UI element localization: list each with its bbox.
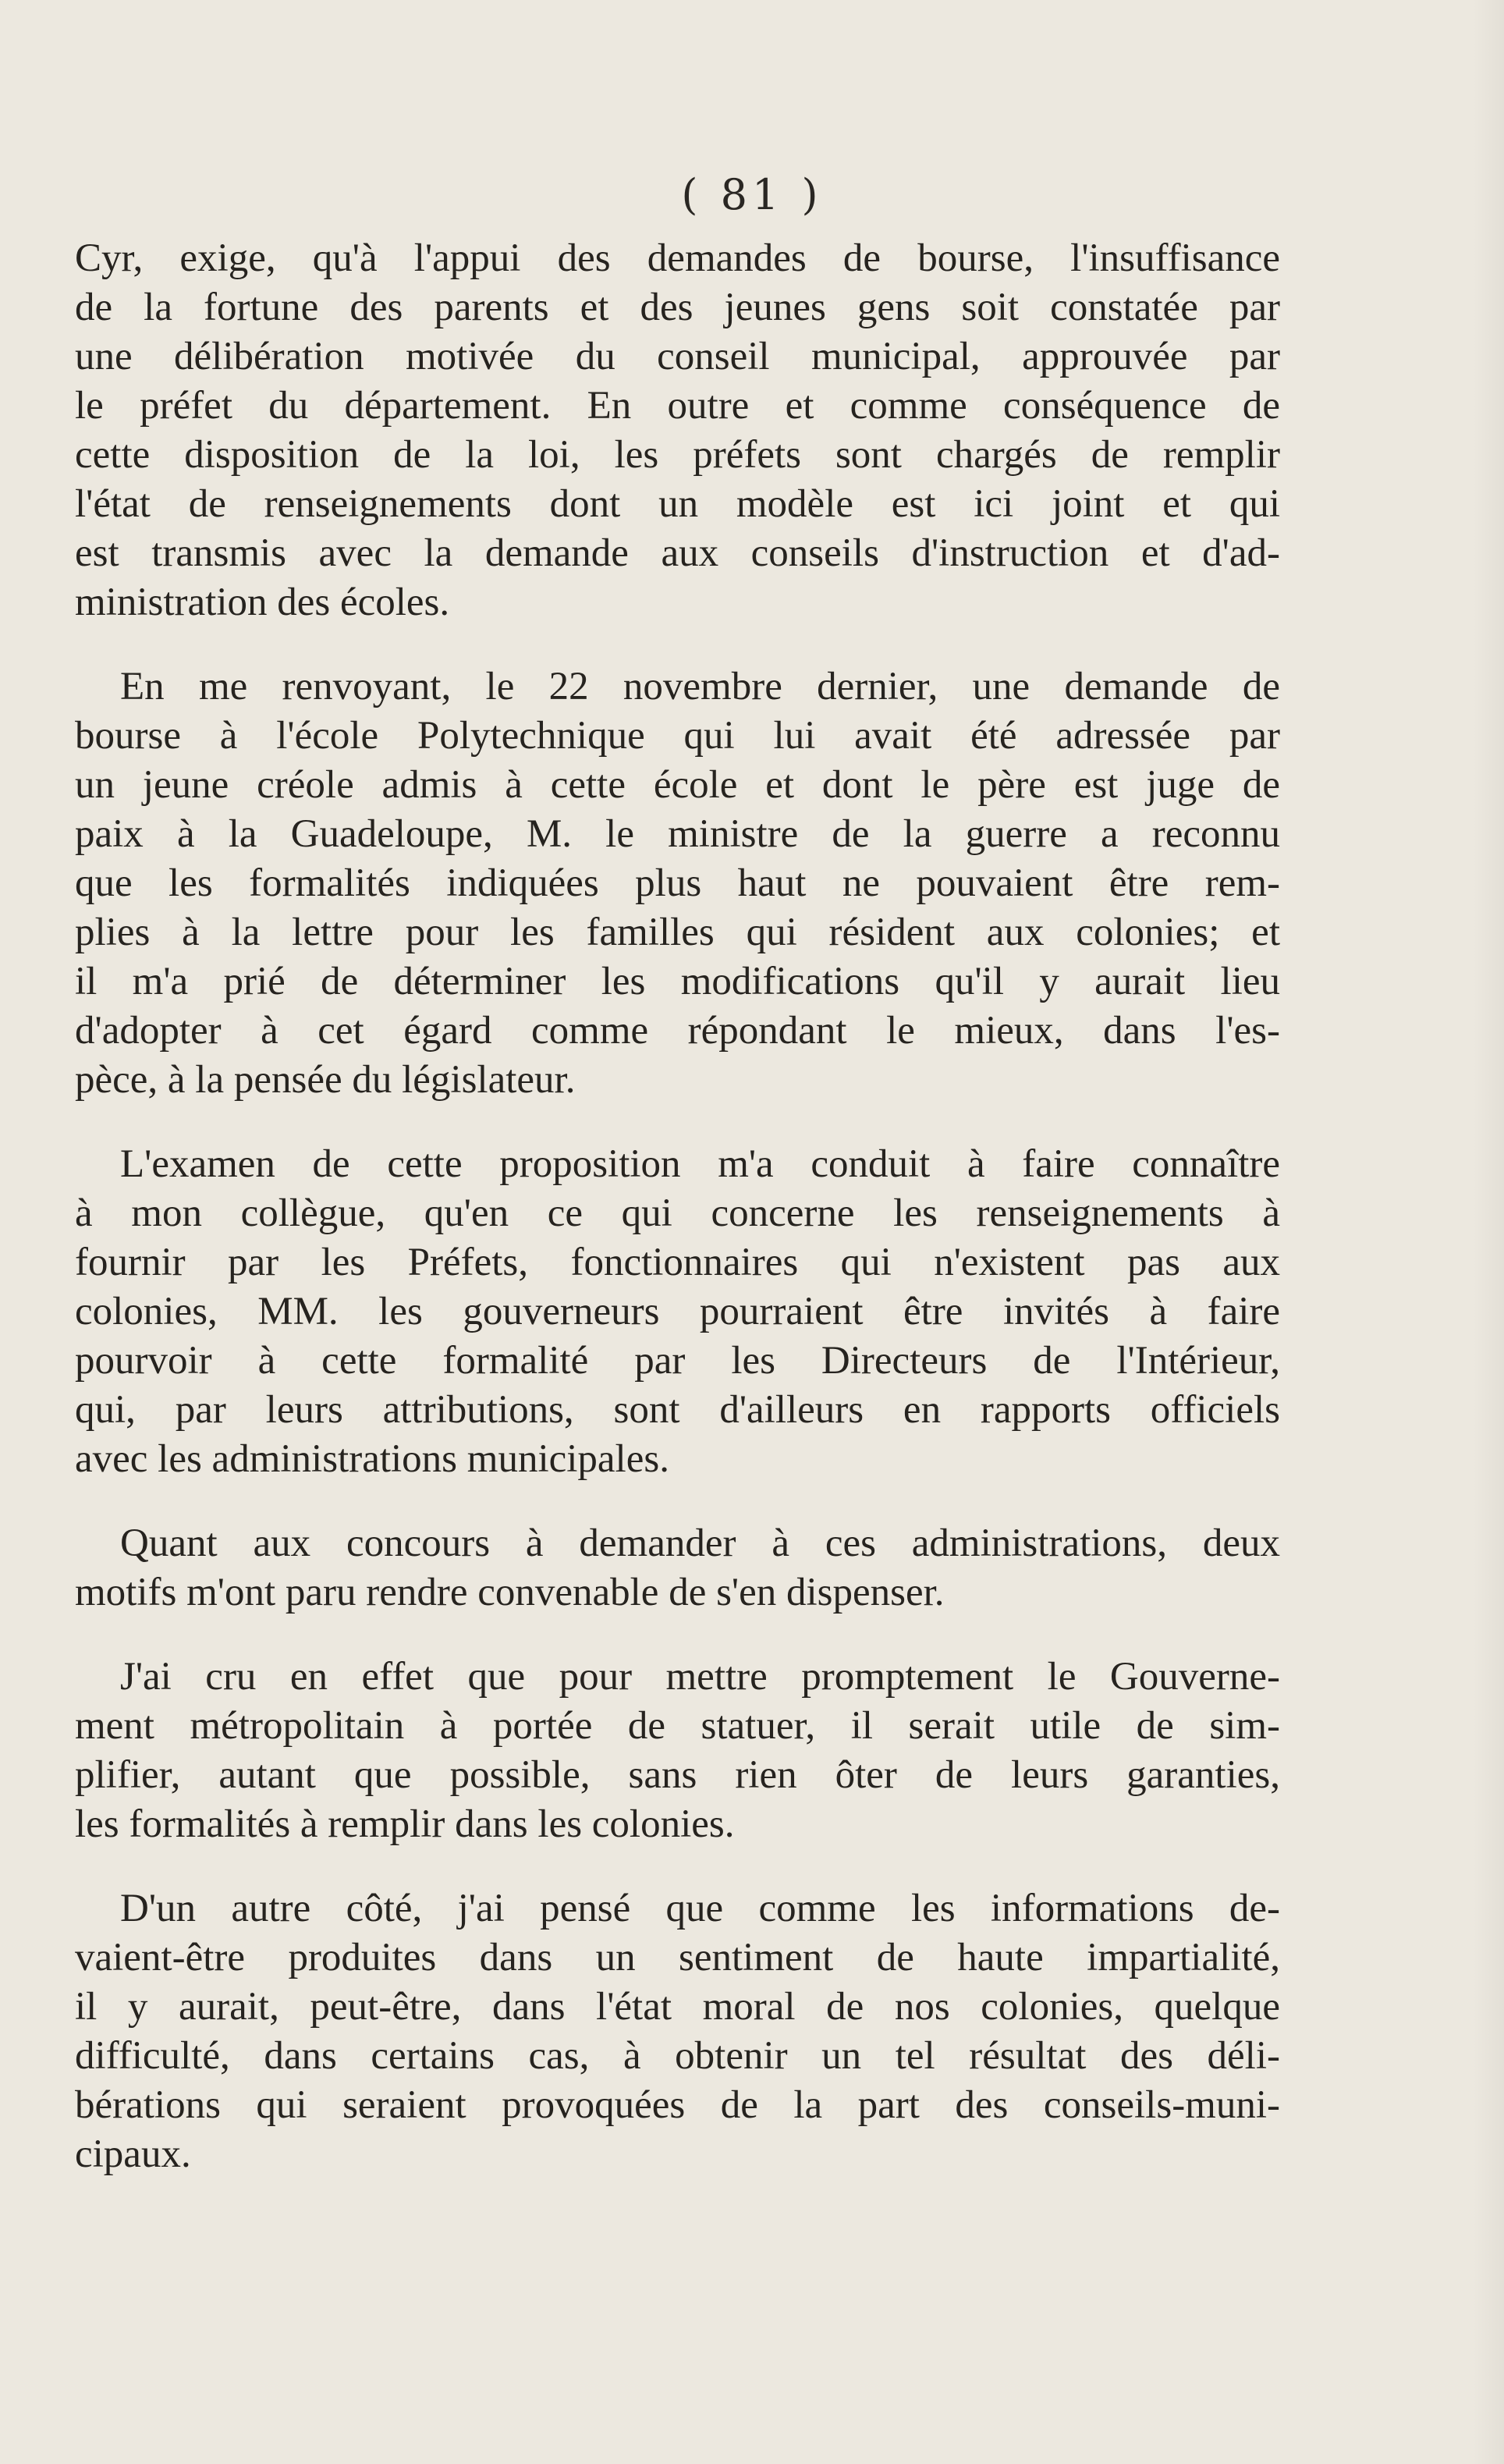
text-line: L'examen de cette proposition m'a conduit à faire connaître bbox=[120, 1142, 1280, 1186]
text-line: D'un autre côté, j'ai pensé que comme les informations de- bbox=[120, 1887, 1280, 1930]
paragraph-2 bbox=[75, 662, 1280, 1105]
text-line: le préfet du département. En outre et comme conséquence de bbox=[75, 384, 1280, 428]
text-line: l'état de renseignements dont un modèle est ici joint et qui bbox=[75, 482, 1280, 526]
paragraph-3 bbox=[75, 1140, 1280, 1484]
text-line: plies à la lettre pour les familles qui résident aux colonies; et bbox=[75, 911, 1280, 954]
text-line: il m'a prié de déterminer les modifications qu'il y aurait lieu bbox=[75, 960, 1280, 1003]
text-line: qui, par leurs attributions, sont d'ailleurs en rapports officiels bbox=[75, 1388, 1280, 1432]
text-line: que les formalités indiquées plus haut ne pouvaient être rem- bbox=[75, 861, 1280, 905]
text-line: bérations qui seraient provoquées de la part des conseils-muni- bbox=[75, 2083, 1280, 2127]
text-line: bourse à l'école Polytechnique qui lui avait été adressée par bbox=[75, 714, 1280, 758]
text-line: un jeune créole admis à cette école et dont le père est juge de bbox=[75, 763, 1280, 807]
text-line: Cyr, exige, qu'à l'appui des demandes de bourse, l'insuffisance bbox=[75, 236, 1280, 280]
paragraph-4 bbox=[75, 1519, 1280, 1617]
text-line: paix à la Guadeloupe, M. le ministre de la guerre a reconnu bbox=[75, 812, 1280, 856]
text-line: d'adopter à cet égard comme répondant le mieux, dans l'es- bbox=[75, 1009, 1280, 1053]
text-line: ment métropolitain à portée de statuer, il serait utile de sim- bbox=[75, 1704, 1280, 1748]
text-line: cette disposition de la loi, les préfets sont chargés de remplir bbox=[75, 433, 1280, 477]
text-line: vaient-être produites dans un sentiment de haute impartialité, bbox=[75, 1936, 1280, 1979]
body-text bbox=[75, 234, 1280, 2214]
text-line: les formalités à remplir dans les colonies. bbox=[75, 1802, 735, 1846]
text-line: à mon collègue, qu'en ce qui concerne les renseignements à bbox=[75, 1191, 1280, 1235]
text-line: fournir par les Préfets, fonctionnaires qui n'existent pas aux bbox=[75, 1241, 1280, 1284]
text-line: J'ai cru en effet que pour mettre promptement le Gouverne- bbox=[120, 1655, 1280, 1699]
text-line: motifs m'ont paru rendre convenable de s'en dispenser. bbox=[75, 1571, 945, 1614]
text-line: pèce, à la pensée du législateur. bbox=[75, 1058, 576, 1102]
text-line: de la fortune des parents et des jeunes gens soit constatée par bbox=[75, 286, 1280, 329]
text-line: Quant aux concours à demander à ces administrations, deux bbox=[120, 1521, 1280, 1565]
text-line: En me renvoyant, le 22 novembre dernier, une demande de bbox=[120, 665, 1280, 708]
text-line: avec les administrations municipales. bbox=[75, 1437, 669, 1481]
paragraph-6 bbox=[75, 1884, 1280, 2179]
page-number: ( 81 ) bbox=[681, 170, 823, 219]
text-line: plifier, autant que possible, sans rien ôter de leurs garanties, bbox=[75, 1753, 1280, 1797]
text-line: il y aurait, peut-être, dans l'état moral de nos colonies, quelque bbox=[75, 1985, 1280, 2029]
text-line: pourvoir à cette formalité par les Directeurs de l'Intérieur, bbox=[75, 1339, 1280, 1383]
text-line: ministration des écoles. bbox=[75, 580, 450, 624]
text-line: est transmis avec la demande aux conseils d'instruction et d'ad- bbox=[75, 531, 1280, 575]
text-line: cipaux. bbox=[75, 2132, 191, 2176]
page-edge-shadow bbox=[1473, 0, 1504, 2464]
text-line: difficulté, dans certains cas, à obtenir un tel résultat des déli- bbox=[75, 2034, 1280, 2078]
text-line: une délibération motivée du conseil municipal, approuvée par bbox=[75, 335, 1280, 378]
paragraph-1 bbox=[75, 234, 1280, 627]
paragraph-5 bbox=[75, 1653, 1280, 1849]
text-line: colonies, MM. les gouverneurs pourraient être invités à faire bbox=[75, 1290, 1280, 1333]
